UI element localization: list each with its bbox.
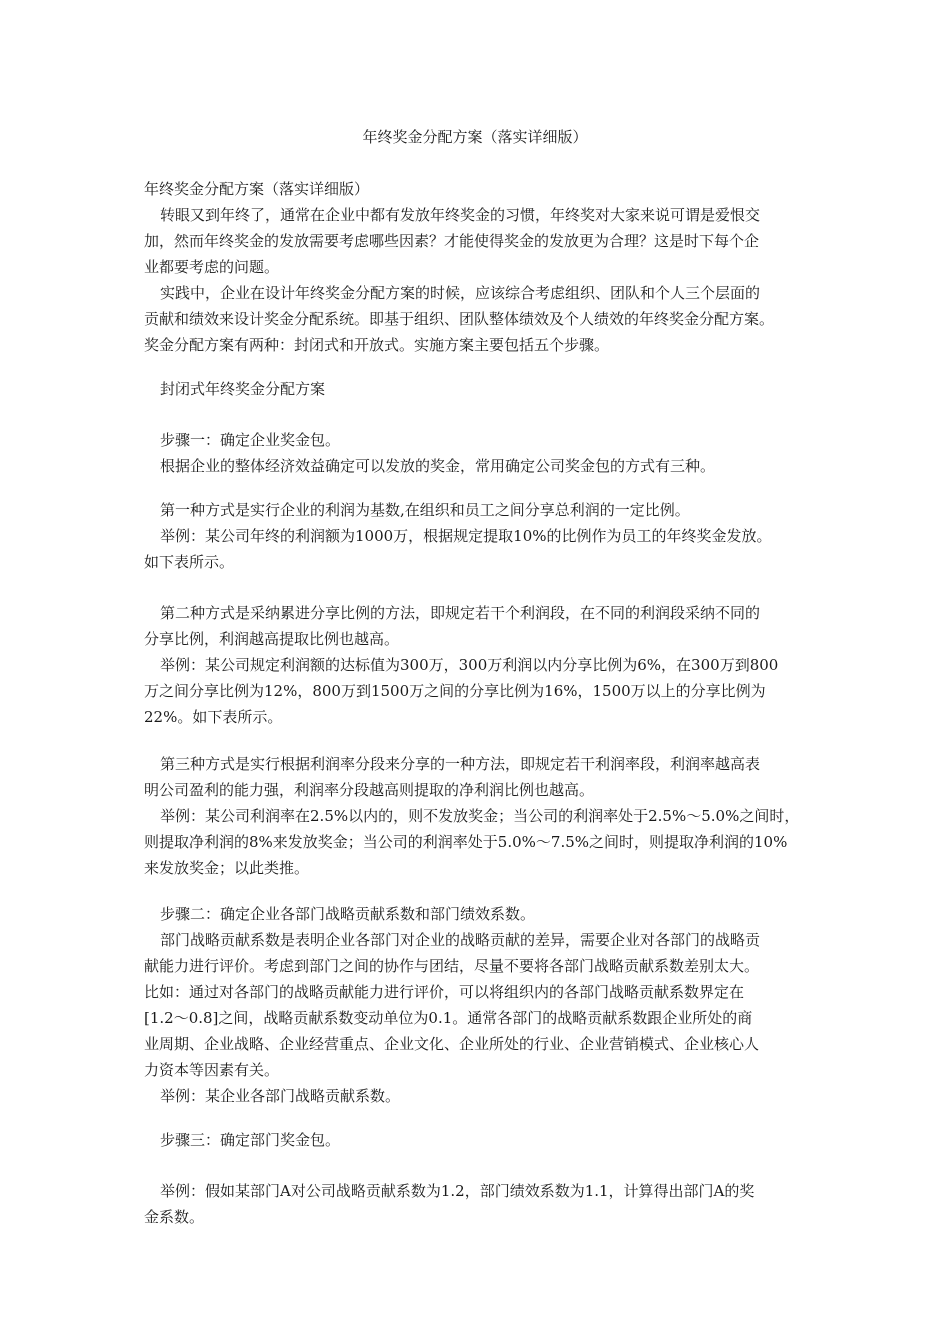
paragraph-line: 贡献和绩效来设计奖金分配系统。即基于组织、团队整体绩效及个人绩效的年终奖金分配方案。: [144, 310, 775, 328]
paragraph-line: 举例：某公司规定利润额的达标值为300万，300万利润以内分享比例为6%，在300万到800: [160, 656, 779, 674]
paragraph-line: 部门战略贡献系数是表明企业各部门对企业的战略贡献的差异，需要企业对各部门的战略贡: [160, 931, 761, 949]
paragraph-line: 来发放奖金；以此类推。: [144, 859, 310, 877]
document-title: 年终奖金分配方案（落实详细版）: [362, 128, 588, 146]
paragraph-line: 比如：通过对各部门的战略贡献能力进行评价，可以将组织内的各部门战略贡献系数界定在: [144, 983, 745, 1001]
paragraph-line: 业周期、企业战略、企业经营重点、企业文化、企业所处的行业、企业营销模式、企业核心人: [144, 1035, 760, 1053]
step-heading: 步骤一：确定企业奖金包。: [160, 431, 341, 449]
paragraph-line: 分享比例，利润越高提取比例也越高。: [144, 630, 400, 648]
paragraph-line: 加，然而年终奖金的发放需要考虑哪些因素？才能使得奖金的发放更为合理？这是时下每个企: [144, 232, 760, 250]
paragraph-line: 如下表所示。: [144, 553, 235, 571]
paragraph-line: 奖金分配方案有两种：封闭式和开放式。实施方案主要包括五个步骤。: [144, 336, 610, 354]
paragraph-line: 业都要考虑的问题。: [144, 258, 280, 276]
paragraph-line: 第一种方式是实行企业的利润为基数,在组织和员工之间分享总利润的一定比例。: [160, 501, 690, 519]
paragraph-line: 金系数。: [144, 1208, 205, 1226]
paragraph-line: 举例：某企业各部门战略贡献系数。: [160, 1087, 401, 1105]
paragraph-line: 明公司盈利的能力强，利润率分段越高则提取的净利润比例也越高。: [144, 781, 595, 799]
paragraph-line: 根据企业的整体经济效益确定可以发放的奖金，常用确定公司奖金包的方式有三种。: [160, 457, 716, 475]
paragraph-line: 举例：某公司年终的利润额为1000万，根据规定提取10%的比例作为员工的年终奖金发放。: [160, 527, 772, 545]
paragraph-line: 第三种方式是实行根据利润率分段来分享的一种方法，即规定若干利润率段，利润率越高表: [160, 755, 761, 773]
paragraph-line: 万之间分享比例为12%，800万到1500万之间的分享比例为16%，1500万以上的分享比例为: [144, 682, 766, 700]
paragraph-line: 举例：假如某部门A对公司战略贡献系数为1.2，部门绩效系数为1.1，计算得出部门A的奖: [160, 1182, 755, 1200]
paragraph-line: 转眼又到年终了，通常在企业中都有发放年终奖金的习惯，年终奖对大家来说可谓是爱恨交: [160, 206, 761, 224]
paragraph-line: 力资本等因素有关。: [144, 1061, 280, 1079]
paragraph-line: 第二种方式是采纳累进分享比例的方法，即规定若干个利润段，在不同的利润段采纳不同的: [160, 604, 761, 622]
paragraph-line: 举例：某公司利润率在2.5%以内的，则不发放奖金；当公司的利润率处于2.5%～5.0%之间时，: [160, 807, 800, 825]
paragraph-line: 22%。如下表所示。: [144, 708, 283, 726]
step-heading: 步骤三：确定部门奖金包。: [160, 1131, 341, 1149]
paragraph-heading: 年终奖金分配方案（落实详细版）: [144, 180, 370, 198]
step-heading: 步骤二：确定企业各部门战略贡献系数和部门绩效系数。: [160, 905, 536, 923]
paragraph-line: 献能力进行评价。考虑到部门之间的协作与团结，尽量不要将各部门战略贡献系数差别太大。: [144, 957, 760, 975]
paragraph-line: 实践中，企业在设计年终奖金分配方案的时候，应该综合考虑组织、团队和个人三个层面的: [160, 284, 761, 302]
paragraph-line: [1.2～0.8]之间，战略贡献系数变动单位为0.1。通常各部门的战略贡献系数跟企业所处的商: [144, 1009, 753, 1027]
paragraph-line: 则提取净利润的8%来发放奖金；当公司的利润率处于5.0%～7.5%之间时，则提取净利润的10%: [144, 833, 788, 851]
section-heading: 封闭式年终奖金分配方案: [160, 380, 326, 398]
